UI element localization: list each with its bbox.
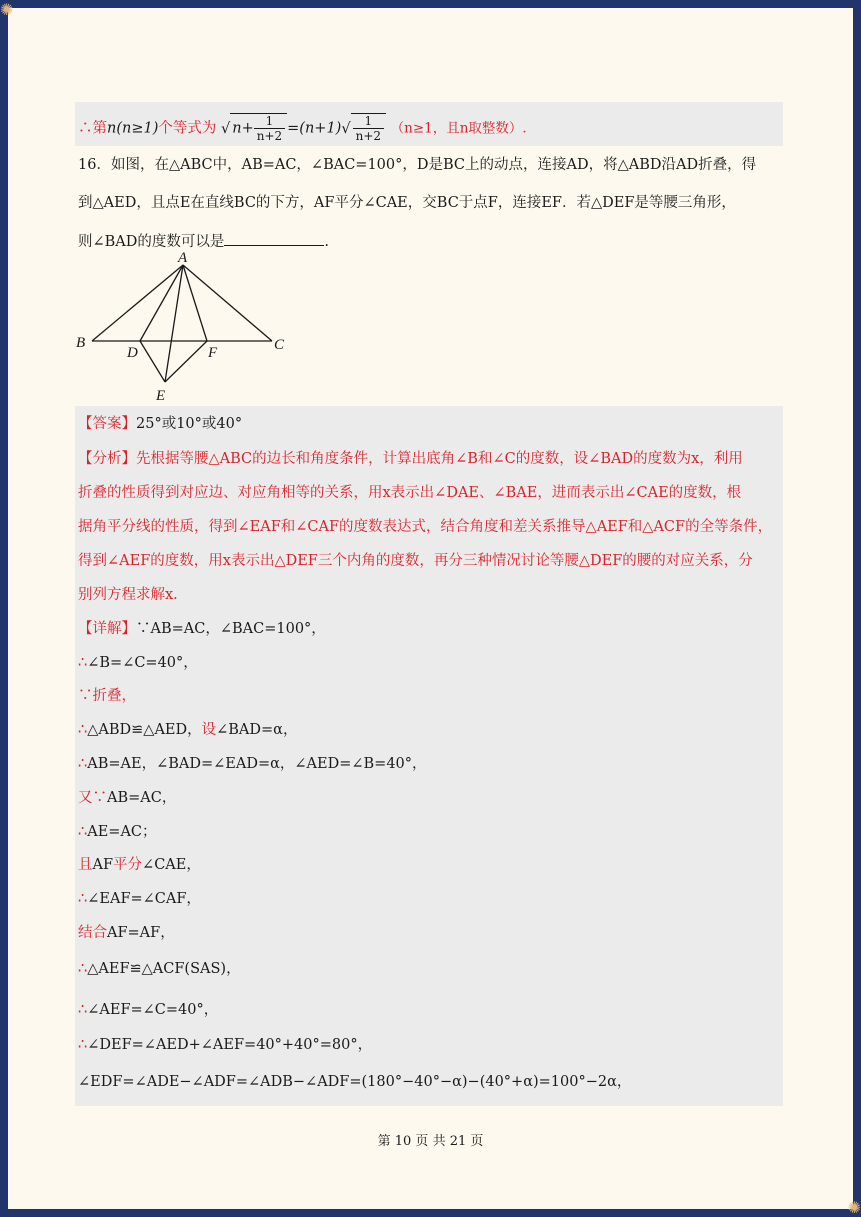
detail-line: 结合AF=AF， [78,925,175,941]
page-footer: 第 10 页 共 21 页 [377,1134,484,1149]
triangle-figure [70,245,300,410]
label-c: C [274,337,285,353]
detail-line: ∴∠B=∠C=40°， [78,655,198,671]
detail-line: 【详解】∵AB=AC，∠BAC=100°， [78,621,326,637]
label-b: B [76,335,86,351]
analysis-line: 据角平分线的性质，得到∠EAF和∠CAF的度数表达式，结合角度和差关系推导△AEF和△ACF的全等条件， [78,519,773,535]
detail-line: ∵折叠， [78,688,136,704]
detail-line: ∴∠AEF=∠C=40°， [78,1002,219,1018]
detail-line: ∴∠EAF=∠CAF， [78,891,201,907]
label-d: D [127,345,138,361]
question-line: 则∠BAD的度数可以是 . [78,231,783,252]
detail-line: ∴△ABD≌△AED，设∠BAD=α， [78,722,298,738]
label-e: E [156,388,166,404]
detail-line: ∴∠DEF=∠AED+∠AEF=40°+40°=80°， [78,1037,373,1053]
answer-blank [224,231,324,246]
analysis-line: 得到∠AEF的度数，用x表示出△DEF三个内角的度数，再分三种情况讨论等腰△DEF的腰的对应关系，分 [78,553,753,569]
detail-line: ∴AB=AE，∠BAD=∠EAD=α，∠AED=∠B=40°， [78,756,427,772]
analysis-line: 折叠的性质得到对应边、对应角相等的关系，用x表示出∠DAE、∠BAE，进而表示出∠CAE的度数，根 [78,485,742,501]
answer-line: 【答案】25°或10°或40° [78,416,243,432]
question-16 [78,155,783,252]
question-line: 16．如图，在△ABC中，AB=AC，∠BAC=100°，D是BC上的动点，连接AD，将△ABD沿AD折叠，得 [78,157,757,173]
formula-line: ∴第n(n≥1)个等式为 √ n+ $\frac{1}{n+2}$ =(n+1)√ $\frac{1}{n+2}$ （n≥1，且n取整数）. [78,114,527,143]
detail-line: ∴AE=AC； [78,824,157,840]
question-line: 到△AED，且点E在直线BC的下方，AF平分∠CAE，交BC于点F，连接EF．若△DEF是等腰三角形， [78,195,736,211]
detail-line: ∴△AEF≌△ACF(SAS)， [78,961,241,977]
detail-line: 又∵AB=AC， [78,790,177,806]
analysis-line: 别列方程求解x. [78,587,178,603]
label-f: F [208,345,218,361]
corner-ornament-icon: ✺ [847,1198,861,1217]
analysis-line: 【分析】先根据等腰△ABC的边长和角度条件，计算出底角∠B和∠C的度数，设∠BAD的度数为x，利用 [78,451,743,467]
label-a: A [178,250,188,266]
detail-line: ∠EDF=∠ADE−∠ADF=∠ADB−∠ADF=(180°−40°−α)−(40°+α)=100°−2α， [78,1074,632,1090]
detail-line: 且AF平分∠CAE， [78,857,201,873]
corner-ornament-icon: ✺ [0,0,14,19]
